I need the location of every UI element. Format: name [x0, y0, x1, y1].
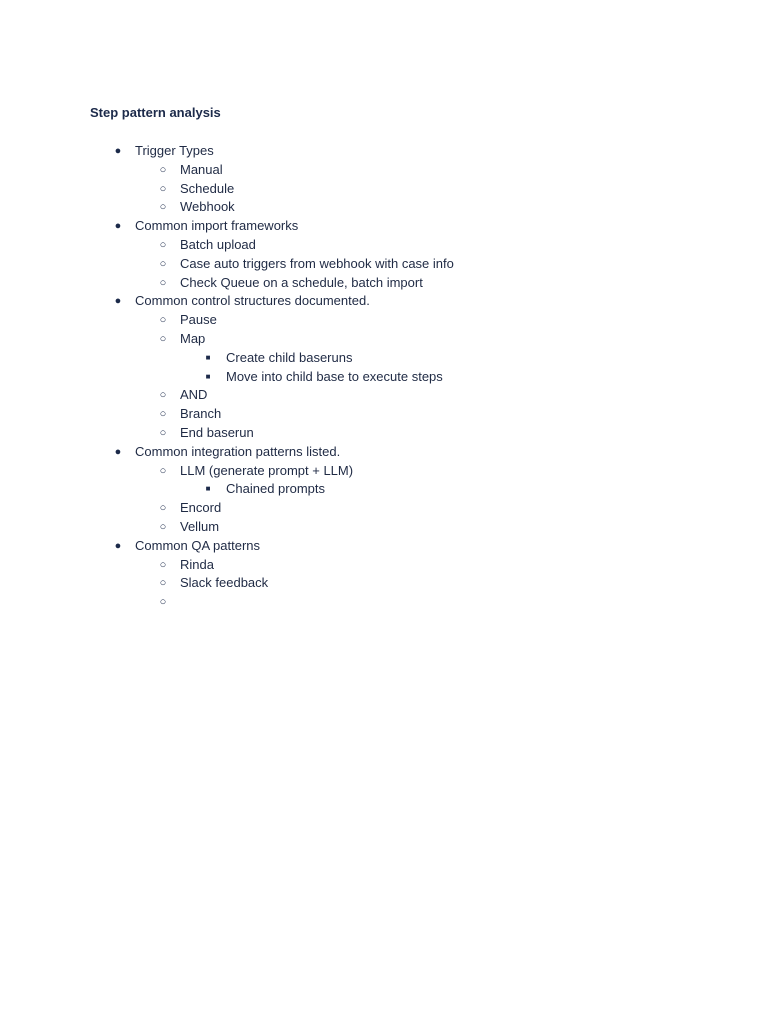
- list-item-text: End baserun: [180, 424, 254, 440]
- list-item-text: Create child baseruns: [226, 349, 353, 365]
- hollow-bullet-icon: ○: [159, 596, 167, 609]
- list-item-text: Case auto triggers from webhook with case info: [180, 255, 454, 271]
- bullet-icon: ●: [114, 539, 122, 552]
- hollow-bullet-icon: ○: [159, 163, 167, 176]
- list-item-text: Check Queue on a schedule, batch import: [180, 274, 423, 290]
- list-item[interactable]: [90, 255, 730, 274]
- list-item-empty[interactable]: [90, 593, 730, 612]
- list-item[interactable]: [90, 574, 730, 593]
- square-bullet-icon: ■: [205, 352, 211, 362]
- hollow-bullet-icon: ○: [159, 238, 167, 251]
- hollow-bullet-icon: ○: [159, 276, 167, 289]
- list-item-text: Slack feedback: [180, 575, 269, 591]
- list-item[interactable]: [90, 424, 730, 443]
- square-bullet-icon: ■: [205, 371, 211, 381]
- list-item-text: Batch upload: [180, 236, 256, 252]
- list-item-text: Manual: [180, 161, 223, 177]
- list-item-text: Rinda: [180, 556, 214, 572]
- hollow-bullet-icon: ○: [159, 332, 167, 345]
- list-item-text: Vellum: [180, 518, 220, 534]
- list-item[interactable]: [90, 330, 730, 349]
- list-item-text: Pause: [180, 312, 217, 328]
- hollow-bullet-icon: ○: [159, 464, 167, 477]
- bullet-icon: ●: [114, 145, 122, 157]
- hollow-bullet-icon: ○: [159, 577, 167, 590]
- list-item[interactable]: [90, 537, 730, 556]
- hollow-bullet-icon: ○: [159, 257, 167, 270]
- list-item[interactable]: [90, 142, 730, 161]
- list-item-text: Common import frameworks: [135, 218, 299, 234]
- list-item-text: Common integration patterns listed.: [135, 443, 341, 459]
- list-item[interactable]: [90, 292, 730, 311]
- list-item-text: Encord: [180, 500, 222, 516]
- list-item[interactable]: [90, 386, 730, 405]
- list-item[interactable]: [90, 518, 730, 537]
- list-item-text: Common QA patterns: [135, 537, 260, 553]
- list-item[interactable]: [90, 556, 730, 575]
- document-page: [90, 103, 730, 612]
- hollow-bullet-icon: ○: [159, 520, 167, 533]
- list-item-text: Branch: [180, 406, 222, 422]
- list-item[interactable]: [90, 236, 730, 255]
- list-item-text: Common control structures documented.: [135, 293, 370, 309]
- list-item[interactable]: [90, 349, 730, 368]
- document-title: Step pattern analysis: [90, 105, 221, 120]
- list-item[interactable]: [90, 161, 730, 180]
- list-item-text: LLM (generate prompt + LLM): [180, 462, 354, 478]
- list-item-text: Move into child base to execute steps: [226, 368, 443, 384]
- list-item[interactable]: [90, 443, 730, 462]
- list-item[interactable]: [90, 274, 730, 293]
- list-item-text: AND: [180, 387, 208, 403]
- bullet-icon: ●: [114, 220, 122, 233]
- list-item[interactable]: [90, 499, 730, 518]
- list-item-text: Chained prompts: [226, 481, 325, 497]
- square-bullet-icon: ■: [205, 484, 211, 494]
- hollow-bullet-icon: ○: [159, 314, 167, 327]
- list-item[interactable]: [90, 368, 730, 387]
- list-item[interactable]: [90, 311, 730, 330]
- bullet-outline: [90, 142, 730, 612]
- list-item-text: Map: [180, 330, 206, 346]
- list-item[interactable]: [90, 405, 730, 424]
- hollow-bullet-icon: ○: [159, 502, 167, 515]
- hollow-bullet-icon: ○: [159, 408, 167, 421]
- list-item[interactable]: [90, 198, 730, 217]
- list-item-text: Webhook: [180, 199, 235, 215]
- list-item[interactable]: [90, 462, 730, 481]
- list-item[interactable]: [90, 180, 730, 199]
- hollow-bullet-icon: ○: [159, 182, 167, 195]
- hollow-bullet-icon: ○: [159, 426, 167, 439]
- hollow-bullet-icon: ○: [159, 389, 167, 402]
- list-item-text: Schedule: [180, 180, 235, 196]
- bullet-icon: ●: [114, 445, 122, 458]
- hollow-bullet-icon: ○: [159, 558, 167, 571]
- list-item-text: Trigger Types: [135, 143, 214, 158]
- list-item[interactable]: [90, 217, 730, 236]
- hollow-bullet-icon: ○: [159, 201, 167, 214]
- bullet-icon: ●: [114, 295, 122, 308]
- list-item[interactable]: [90, 480, 730, 499]
